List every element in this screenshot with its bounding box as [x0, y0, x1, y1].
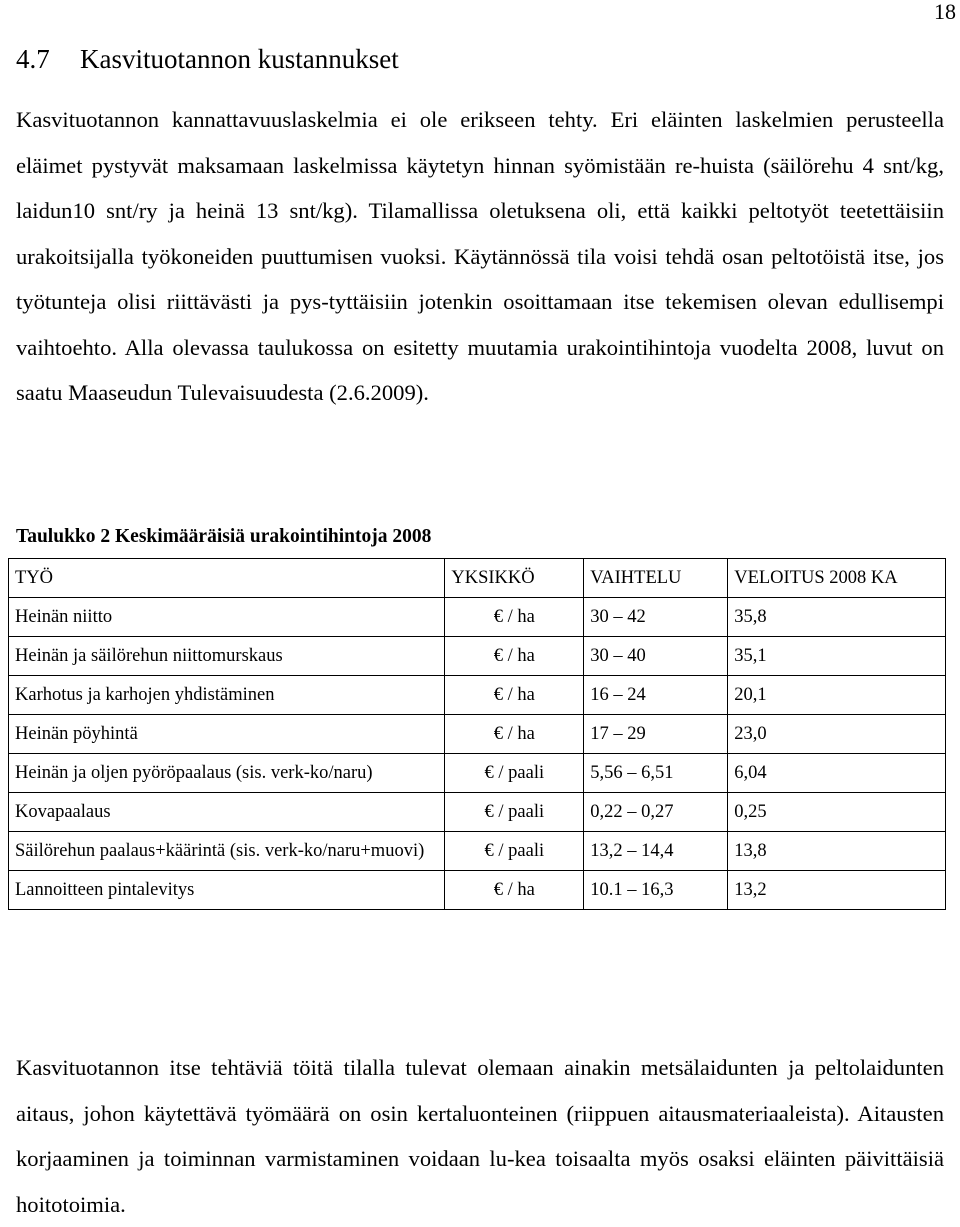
range-cell: 0,22 – 0,27: [584, 793, 728, 832]
section-title: Kasvituotannon kustannukset: [80, 44, 399, 74]
header-cell: YKSIKKÖ: [445, 559, 584, 598]
table-row: [9, 637, 946, 676]
unit-cell: € / ha: [445, 637, 584, 676]
work-cell: Heinän ja säilörehun niittomurskaus: [9, 637, 445, 676]
unit-cell: € / paali: [445, 754, 584, 793]
work-cell: Säilörehun paalaus+käärintä (sis. verk-ko/naru+muovi): [9, 832, 445, 871]
table-caption: Taulukko 2 Keskimääräisiä urakointihintoja 2008: [16, 526, 432, 547]
work-cell: Kovapaalaus: [9, 793, 445, 832]
table-row: [9, 793, 946, 832]
price-cell: 35,1: [728, 637, 946, 676]
work-cell: Lannoitteen pintalevitys: [9, 871, 445, 910]
price-cell: 35,8: [728, 598, 946, 637]
table-row: [9, 598, 946, 637]
work-cell: Heinän ja oljen pyöröpaalaus (sis. verk-ko/naru): [9, 754, 445, 793]
unit-cell: € / ha: [445, 871, 584, 910]
table-row: [9, 715, 946, 754]
price-cell: 23,0: [728, 715, 946, 754]
section-number: 4.7: [16, 44, 50, 74]
unit-cell: € / paali: [445, 793, 584, 832]
price-cell: 13,8: [728, 832, 946, 871]
table-row: [9, 832, 946, 871]
table-row: [9, 676, 946, 715]
table-header-row: [9, 559, 946, 598]
unit-cell: € / paali: [445, 832, 584, 871]
work-cell: Karhotus ja karhojen yhdistäminen: [9, 676, 445, 715]
header-cell: TYÖ: [9, 559, 445, 598]
work-cell: Heinän pöyhintä: [9, 715, 445, 754]
header-cell: VELOITUS 2008 KA: [728, 559, 946, 598]
range-cell: 17 – 29: [584, 715, 728, 754]
range-cell: 5,56 – 6,51: [584, 754, 728, 793]
page-number: 18: [934, 0, 956, 24]
price-cell: 0,25: [728, 793, 946, 832]
unit-cell: € / ha: [445, 676, 584, 715]
range-cell: 30 – 42: [584, 598, 728, 637]
price-table: [8, 558, 946, 910]
section-heading: [16, 40, 399, 78]
closing-paragraph: Kasvituotannon itse tehtäviä töitä tilalla tulevat olemaan ainakin metsälaidunten ja peltolaidunten aitaus, johon käytettävä työmäärä on osin kertaluonteinen (riippuen aitausmateriaaleista). Aitausten korjaaminen ja toiminnan varmistaminen voidaan lu-kea toisaalta myös osaksi eläinten päivittäisiä hoitotoimia.: [16, 1055, 944, 1217]
range-cell: 30 – 40: [584, 637, 728, 676]
work-cell: Heinän niitto: [9, 598, 445, 637]
range-cell: 13,2 – 14,4: [584, 832, 728, 871]
table-row: [9, 871, 946, 910]
price-cell: 13,2: [728, 871, 946, 910]
price-cell: 6,04: [728, 754, 946, 793]
unit-cell: € / ha: [445, 598, 584, 637]
range-cell: 16 – 24: [584, 676, 728, 715]
intro-paragraph: Kasvituotannon kannattavuuslaskelmia ei ole erikseen tehty. Eri eläinten laskelmien perusteella eläimet pystyvät maksamaan laskelmissa käytetyn hinnan syömistään re-huista (säilörehu 4 snt/kg, laidun10 snt/ry ja heinä 13 snt/kg). Tilamallissa oletuksena oli, että kaikki peltotyöt teetettäisiin urakoitsijalla työkoneiden puuttumisen vuoksi. Käytännössä tila voisi tehdä osan peltotöistä itse, jos työtunteja olisi riittävästi ja pys-tyttäisiin jotenkin osoittamaan itse tekemisen olevan edullisempi vaihtoehto. Alla olevassa taulukossa on esitetty muutamia urakointihintoja vuodelta 2008, luvut on saatu Maaseudun Tulevaisuudesta (2.6.2009).: [16, 107, 944, 405]
header-cell: VAIHTELU: [584, 559, 728, 598]
price-cell: 20,1: [728, 676, 946, 715]
table-row: [9, 754, 946, 793]
unit-cell: € / ha: [445, 715, 584, 754]
range-cell: 10.1 – 16,3: [584, 871, 728, 910]
